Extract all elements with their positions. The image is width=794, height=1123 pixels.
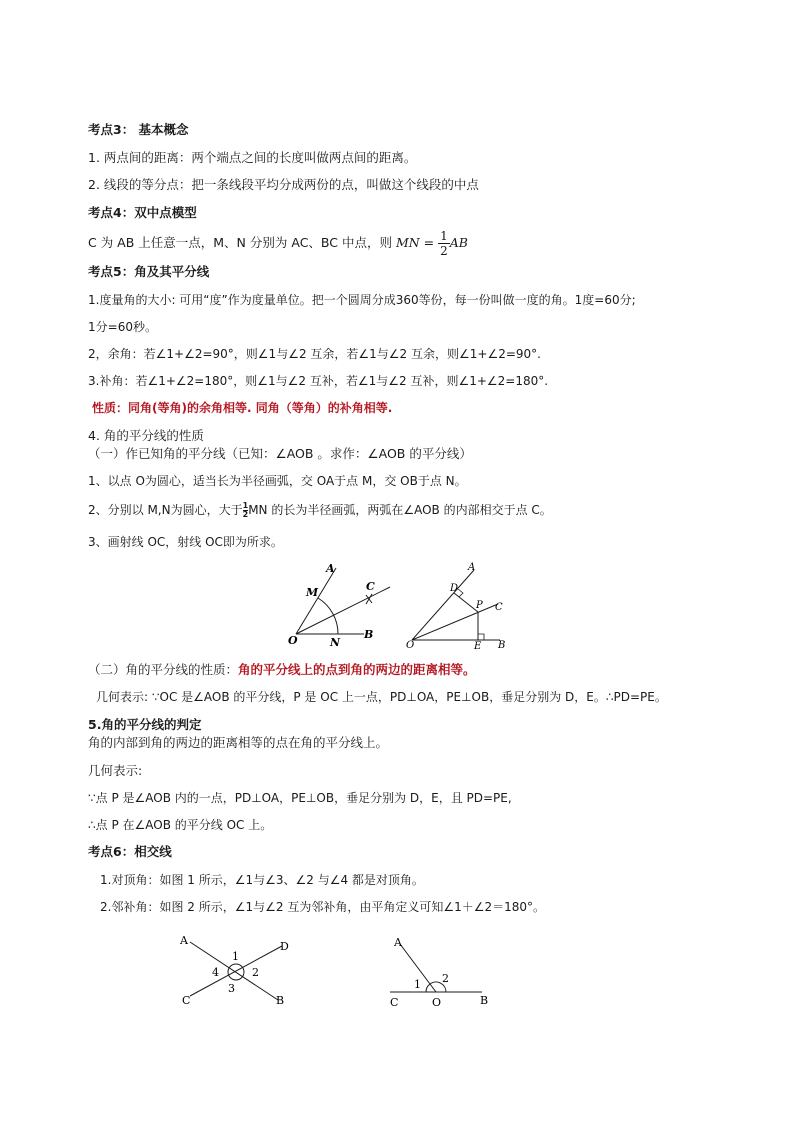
bisector-heading: 4. 角的平分线的性质: [88, 428, 204, 443]
label-p: P: [476, 600, 483, 611]
section3-heading: 考点3： 基本概念: [88, 122, 189, 137]
small-fraction-denominator: 2: [242, 510, 249, 519]
property-statement: 角的平分线上的点到角的两边的距离相等。: [238, 662, 476, 677]
section3-line2: 2. 线段的等分点：把一条线段平均分成两份的点，叫做这个线段的中点: [88, 177, 479, 192]
property-label: （二）角的平分线的性质：: [88, 662, 239, 677]
label-a: A: [468, 562, 476, 573]
label-d: D: [450, 583, 459, 594]
bisector-property-line: [88, 661, 476, 679]
ray-oa: [412, 570, 474, 640]
adjacent-supplementary-line: 2.邻补角：如图 2 所示，∠1与∠2 互为邻补角，由平角定义可知∠1＋∠2＝180°。: [100, 900, 546, 914]
geometry-notation-1: 几何表示: ∵OC 是∠AOB 的平分线，P 是 OC 上一点，PD⊥OA，PE⊥OB，垂足分别为 D，E。∴PD=PE。: [96, 690, 667, 704]
construction-step2: [88, 501, 552, 519]
label-d: D: [280, 940, 289, 953]
label-b: B: [276, 994, 285, 1007]
label-b: B: [364, 628, 374, 641]
angle-label-1: 1: [414, 978, 421, 991]
section4-line: [88, 228, 468, 258]
bisector-judgment-heading: 5.角的平分线的判定: [88, 717, 202, 732]
label-b: B: [480, 994, 489, 1007]
figure-adjacent-angles: [386, 930, 496, 1010]
label-e: E: [474, 641, 482, 650]
label-m: M: [306, 586, 319, 599]
angle-label-2: 2: [252, 966, 259, 979]
ab-label: AB: [449, 235, 468, 250]
bisector-judgment-line3: ∵点 P 是∠AOB 内的一点，PD⊥OA，PE⊥OB，垂足分别为 D，E，且 PD=PE,: [88, 791, 512, 805]
figure-bisector-property: [402, 558, 522, 650]
ray-oc: [412, 604, 498, 640]
equals-sign: =: [419, 235, 439, 250]
angle-label-2: 2: [442, 972, 449, 985]
label-a: A: [394, 936, 402, 949]
angle-measure-line2: 1分=60秒。: [88, 320, 157, 334]
label-c: C: [366, 580, 375, 593]
angle-label-3: 3: [228, 982, 235, 995]
figure-bisector-construction: [280, 558, 400, 650]
bisector-judgment-line1: 角的内部到角的两边的距离相等的点在角的平分线上。: [88, 735, 389, 750]
arc-angle-1: [426, 984, 430, 992]
figure-vertical-angles: [176, 930, 296, 1010]
fraction-numerator: 1: [440, 229, 448, 243]
label-n: N: [330, 636, 341, 649]
complementary-angle-line: 2，余角：若∠1+∠2=90°，则∠1与∠2 互余，若∠1与∠2 互余，则∠1+∠2=90°.: [88, 347, 541, 361]
label-a: A: [180, 934, 188, 947]
label-c: C: [182, 994, 191, 1007]
construction-step1: 1、以点 O为圆心，适当长为半径画弧，交 OA于点 M，交 OB于点 N。: [88, 474, 467, 488]
section4-heading: 考点4：双中点模型: [88, 205, 197, 220]
vertical-angles-line: 1.对顶角：如图 1 所示，∠1与∠3、∠2 与∠4 都是对顶角。: [100, 873, 424, 887]
right-angle-e: [478, 634, 484, 640]
angle-label-1: 1: [232, 950, 239, 963]
label-o: O: [406, 640, 415, 650]
supplementary-angle-line: 3.补角：若∠1+∠2=180°，则∠1与∠2 互补，若∠1与∠2 互补，则∠1+∠2=180°.: [88, 374, 549, 388]
section5-heading: 考点5：角及其平分线: [88, 264, 210, 279]
label-b: B: [498, 640, 506, 650]
construction-step3: 3、画射线 OC，射线 OC即为所求。: [88, 535, 283, 549]
small-fraction-numerator: 1: [242, 501, 249, 510]
label-o: O: [432, 996, 442, 1009]
bisector-judgment-line2: 几何表示:: [88, 763, 143, 778]
angle-measure-line1: 1.度量角的大小: 可用“度”作为度量单位。把一个圆周分成360等份，每一份叫做一度的角。1度=60分;: [88, 293, 636, 307]
angle-label-4: 4: [212, 966, 219, 979]
step2-text-a: 2、分别以 M,N为圆心，大于: [88, 503, 243, 517]
section3-line1: 1. 两点间的距离：两个端点之间的长度叫做两点间的距离。: [88, 150, 417, 165]
mn-label: MN: [395, 235, 420, 250]
bisector-judgment-line4: ∴点 P 在∠AOB 的平分线 OC 上。: [88, 818, 273, 832]
label-c: C: [495, 602, 503, 613]
section6-heading: 考点6：相交线: [88, 844, 172, 859]
fraction-denominator: 2: [440, 244, 448, 258]
label-o: O: [288, 634, 298, 647]
property-line: 性质：同角(等角)的余角相等. 同角（等角）的补角相等.: [92, 401, 393, 415]
segment-pd: [454, 593, 478, 612]
one-half-fraction: [438, 229, 450, 258]
bisector-construction-title: （一）作已知角的平分线（已知：∠AOB 。求作：∠AOB 的平分线）: [88, 446, 472, 461]
arc-mn: [318, 598, 338, 634]
section4-text: C 为 AB 上任意一点，M、N 分别为 AC、BC 中点，则: [88, 235, 396, 250]
right-angle-d: [458, 589, 463, 597]
step2-text-b: MN 的长为半径画弧，两弧在∠AOB 的内部相交于点 C。: [248, 503, 552, 517]
label-a: A: [326, 562, 335, 575]
label-c: C: [390, 996, 399, 1009]
